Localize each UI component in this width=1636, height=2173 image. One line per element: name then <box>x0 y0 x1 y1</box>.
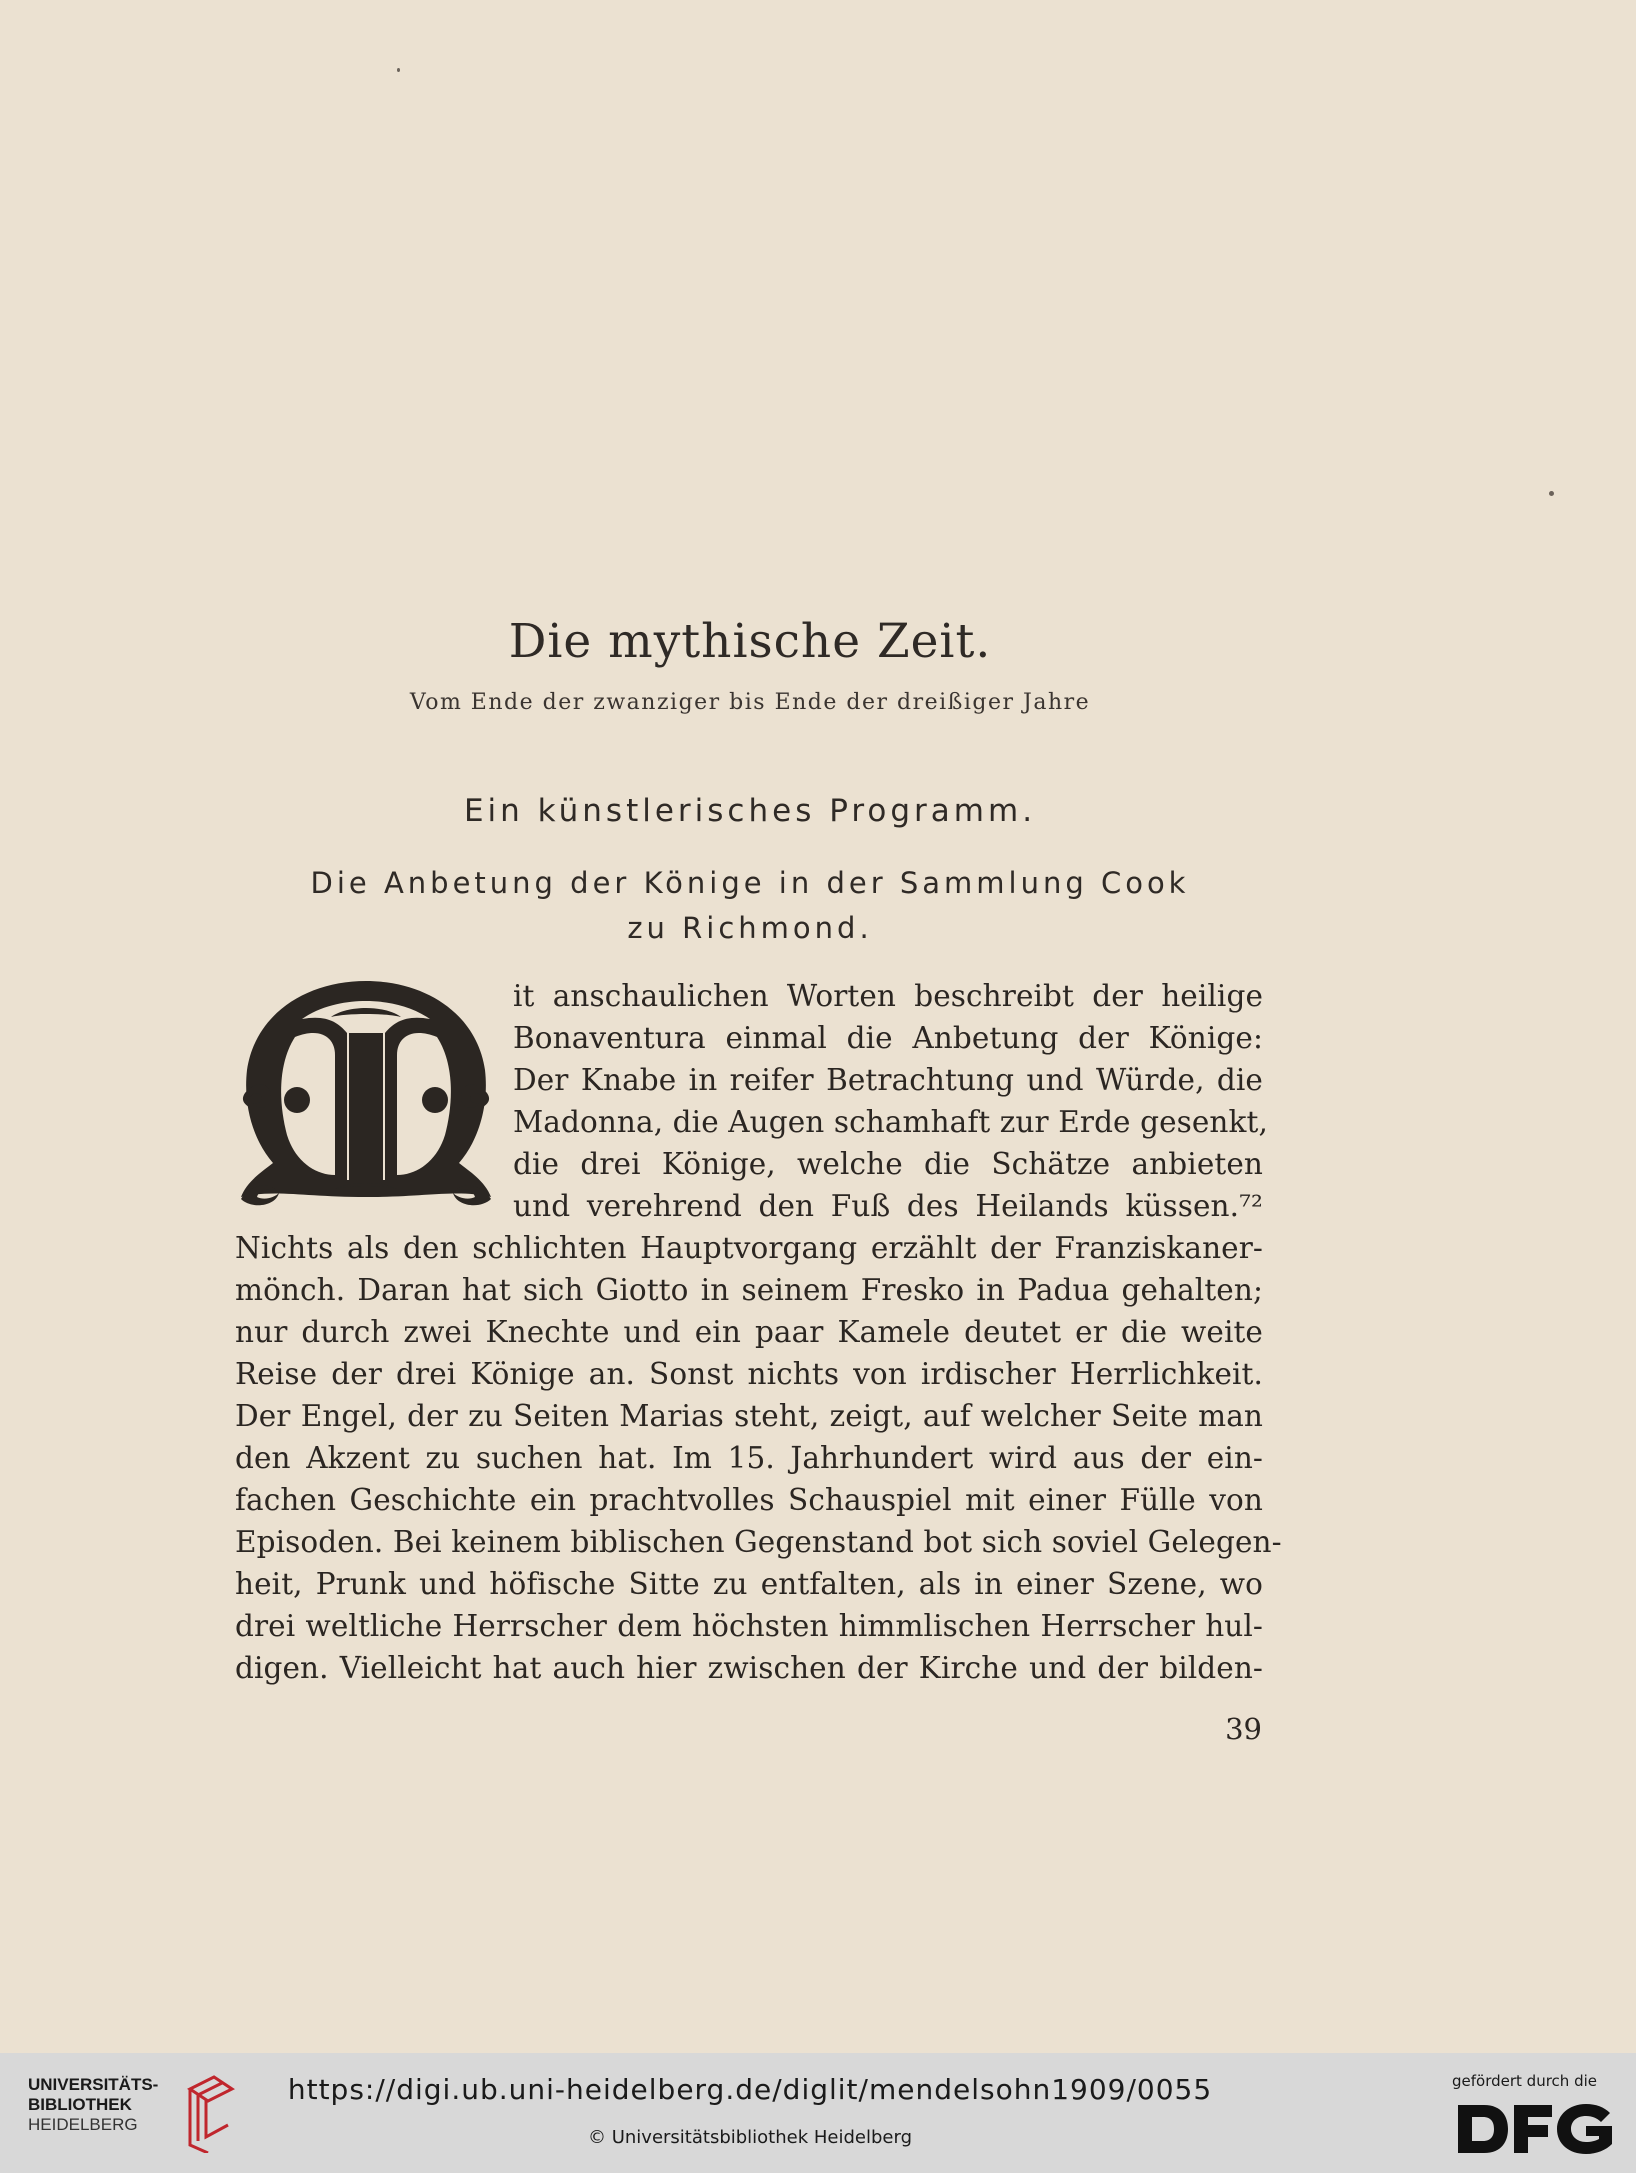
text-line: Madonna, die Augen schamhaft zur Erde gesenkt, <box>513 1105 1268 1139</box>
section-heading: Ein künstlerisches Programm. <box>463 793 1037 829</box>
text-line: Der Engel, der zu Seiten Marias steht, zeigt, auf welcher Seite man <box>235 1399 1263 1433</box>
text-line: Bonaventura einmal die Anbetung der Könige: <box>513 1021 1263 1055</box>
dust-speck <box>1549 491 1554 496</box>
text-line: und verehrend den Fuß des Heilands küssen.⁷² <box>513 1189 1263 1223</box>
text-line: Der Knabe in reifer Betrachtung und Würde, die <box>513 1063 1263 1097</box>
dfg-logo[interactable] <box>1456 2099 1614 2159</box>
library-name-line: HEIDELBERG <box>28 2115 138 2134</box>
section-subheading-line: Die Anbetung der Könige in der Sammlung Cook <box>310 866 1190 900</box>
text-line: nur durch zwei Knechte und ein paar Kamele deutet er die weite <box>235 1315 1263 1349</box>
text-line: den Akzent zu suchen hat. Im 15. Jahrhundert wird aus der ein- <box>235 1441 1263 1475</box>
text-line: digen. Vielleicht hat auch hier zwischen der Kirche und der bilden- <box>235 1651 1263 1685</box>
decorative-initial-m <box>235 975 497 1215</box>
text-line: fachen Geschichte ein prachtvolles Schauspiel mit einer Fülle von <box>235 1483 1263 1517</box>
text-line: it anschaulichen Worten beschreibt der heilige <box>513 979 1263 1013</box>
section-subheading-line: zu Richmond. <box>627 911 873 945</box>
chapter-subtitle: Vom Ende der zwanziger bis Ende der dreißiger Jahre <box>409 690 1091 715</box>
text-line: drei weltliche Herrscher dem höchsten himmlischen Herrscher hul- <box>235 1609 1263 1643</box>
permalink-url[interactable]: https://digi.ub.uni-heidelberg.de/diglit/mendelsohn1909/0055 <box>287 2073 1213 2106</box>
text-line: mönch. Daran hat sich Giotto in seinem Fresko in Padua gehalten; <box>235 1273 1263 1307</box>
dust-speck <box>397 68 400 72</box>
viewer-footer <box>0 2053 1636 2173</box>
text-line: Reise der drei Könige an. Sonst nichts von irdischer Herrlichkeit. <box>235 1357 1263 1391</box>
text-line: die drei Könige, welche die Schätze anbieten <box>513 1147 1263 1181</box>
text-line: heit, Prunk und höfische Sitte zu entfalten, als in einer Szene, wo <box>235 1567 1263 1601</box>
text-line: Nichts als den schlichten Hauptvorgang erzählt der Franziskaner- <box>235 1231 1263 1265</box>
library-name-line: UNIVERSITÄTS- <box>28 2075 159 2094</box>
chapter-title: Die mythische Zeit. <box>508 614 992 669</box>
copyright-notice: © Universitätsbibliothek Heidelberg <box>587 2127 912 2148</box>
section-subheading <box>0 861 1500 951</box>
text-line: Episoden. Bei keinem biblischen Gegenstand bot sich soviel Gelegen- <box>235 1525 1282 1559</box>
library-name-line: BIBLIOTHEK <box>28 2095 132 2114</box>
page-number: 39 <box>1225 1712 1262 1746</box>
sponsor-label: gefördert durch die <box>1452 2072 1597 2090</box>
